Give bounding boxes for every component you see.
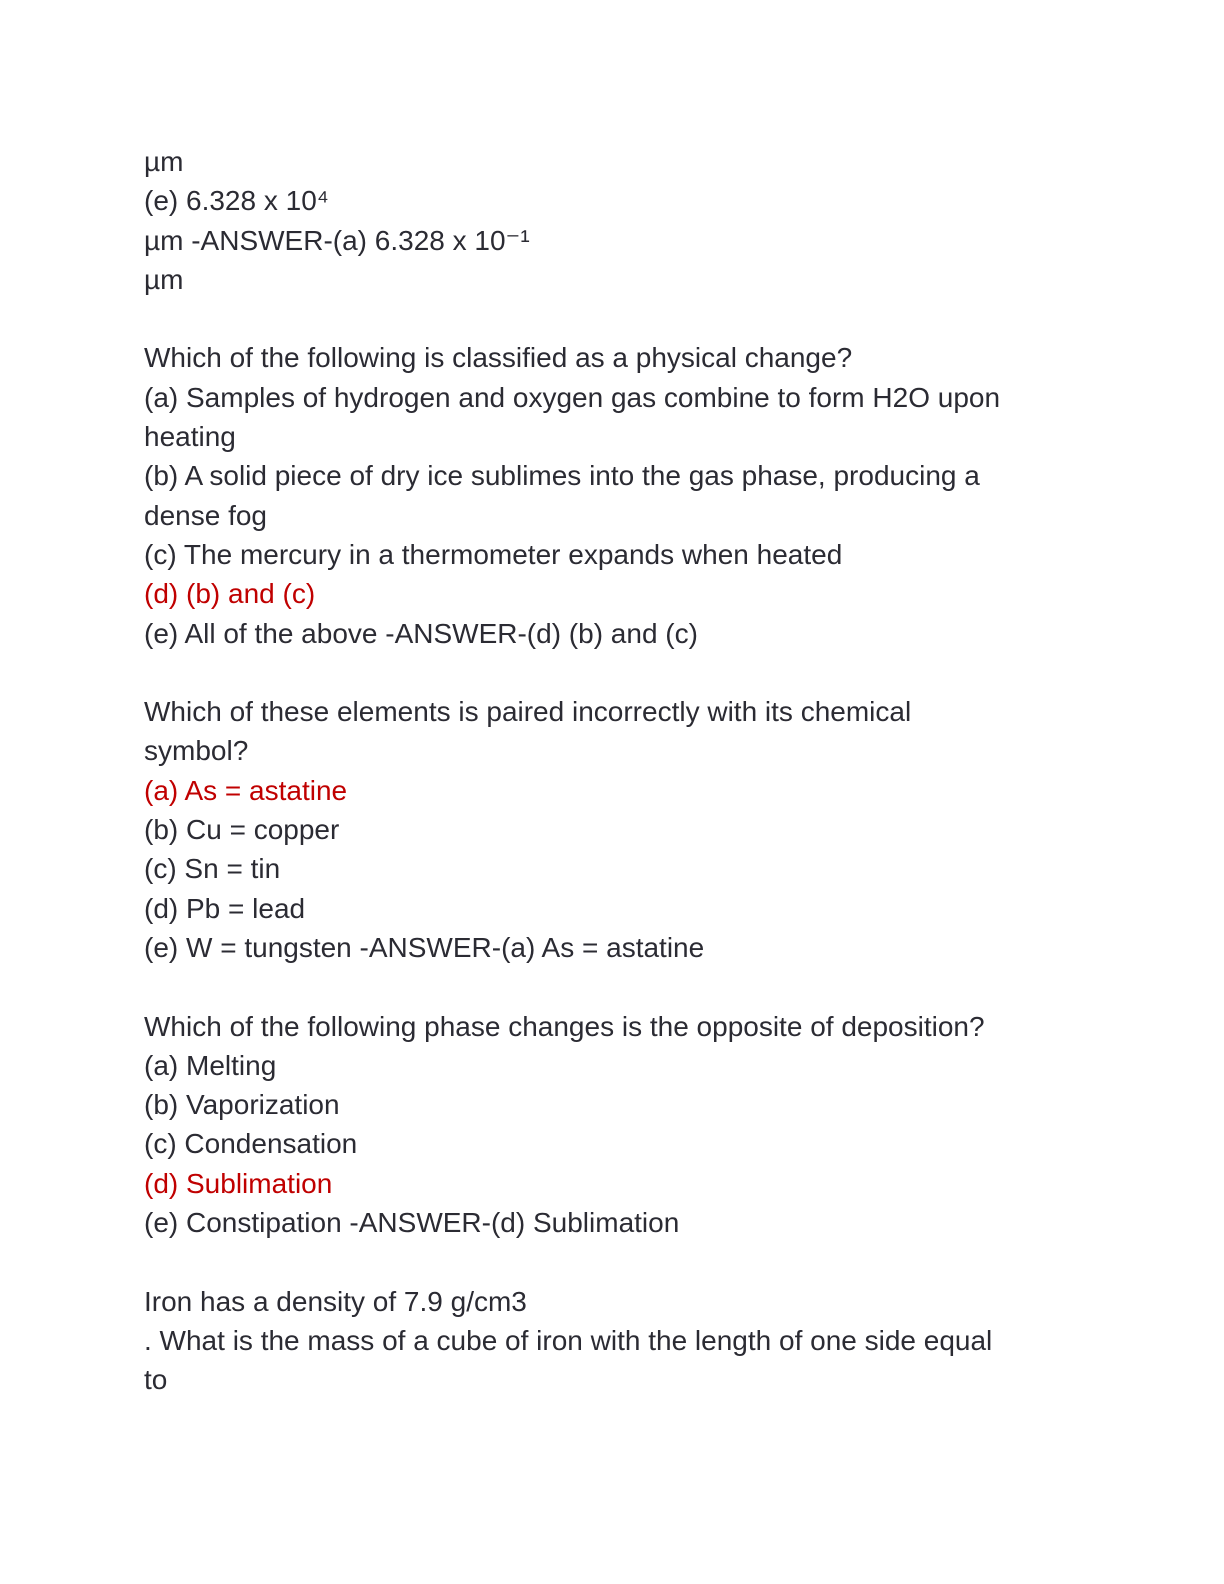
correct-option-line: (d) (b) and (c) [144, 578, 316, 610]
option-line: (b) Cu = copper [144, 814, 340, 846]
paragraph-gap [144, 1242, 1084, 1281]
answer-line: µm -ANSWER-(a) 6.328 x 10⁻¹ [144, 224, 530, 256]
question-iron-density [144, 1282, 1084, 1400]
text-line: µm [144, 263, 184, 295]
option-line: (a) Samples of hydrogen and oxygen gas combine to form H2O upon [144, 381, 1001, 413]
paragraph-gap [144, 299, 1084, 338]
correct-option-line: (a) As = astatine [144, 774, 348, 806]
question-text: Which of these elements is paired incorrectly with its chemical [144, 696, 912, 728]
answer-line: (e) All of the above -ANSWER-(d) (b) and (c) [144, 617, 698, 649]
question-text: Iron has a density of 7.9 g/cm3 [144, 1285, 527, 1317]
answer-line: (e) W = tungsten -ANSWER-(a) As = astatine [144, 931, 705, 963]
answer-line: (e) Constipation -ANSWER-(d) Sublimation [144, 1207, 680, 1239]
question-physical-change [144, 338, 1084, 652]
correct-option-line: (d) Sublimation [144, 1167, 333, 1199]
option-line: heating [144, 421, 236, 453]
question-text: . What is the mass of a cube of iron with the length of one side equal [144, 1324, 993, 1356]
block-prev-answer [144, 142, 1084, 299]
option-line: (a) Melting [144, 1049, 277, 1081]
option-line: (c) The mercury in a thermometer expands when heated [144, 538, 843, 570]
paragraph-gap [144, 967, 1084, 1006]
question-text: to [144, 1364, 168, 1396]
option-line: (c) Condensation [144, 1128, 358, 1160]
option-line: (b) A solid piece of dry ice sublimes into the gas phase, producing a [144, 460, 980, 492]
document-page [144, 142, 1084, 1400]
question-text: symbol? [144, 735, 249, 767]
text-line: (e) 6.328 x 10⁴ [144, 185, 329, 217]
text-line: µm [144, 146, 184, 177]
question-text: Which of the following is classified as a physical change? [144, 342, 853, 374]
option-line: (b) Vaporization [144, 1089, 340, 1121]
question-phase-change [144, 1007, 1084, 1243]
question-text: Which of the following phase changes is the opposite of deposition? [144, 1010, 985, 1042]
option-line: dense fog [144, 499, 267, 531]
option-line: (d) Pb = lead [144, 892, 306, 924]
option-line: (c) Sn = tin [144, 853, 281, 885]
paragraph-gap [144, 653, 1084, 692]
question-element-symbol [144, 692, 1084, 967]
